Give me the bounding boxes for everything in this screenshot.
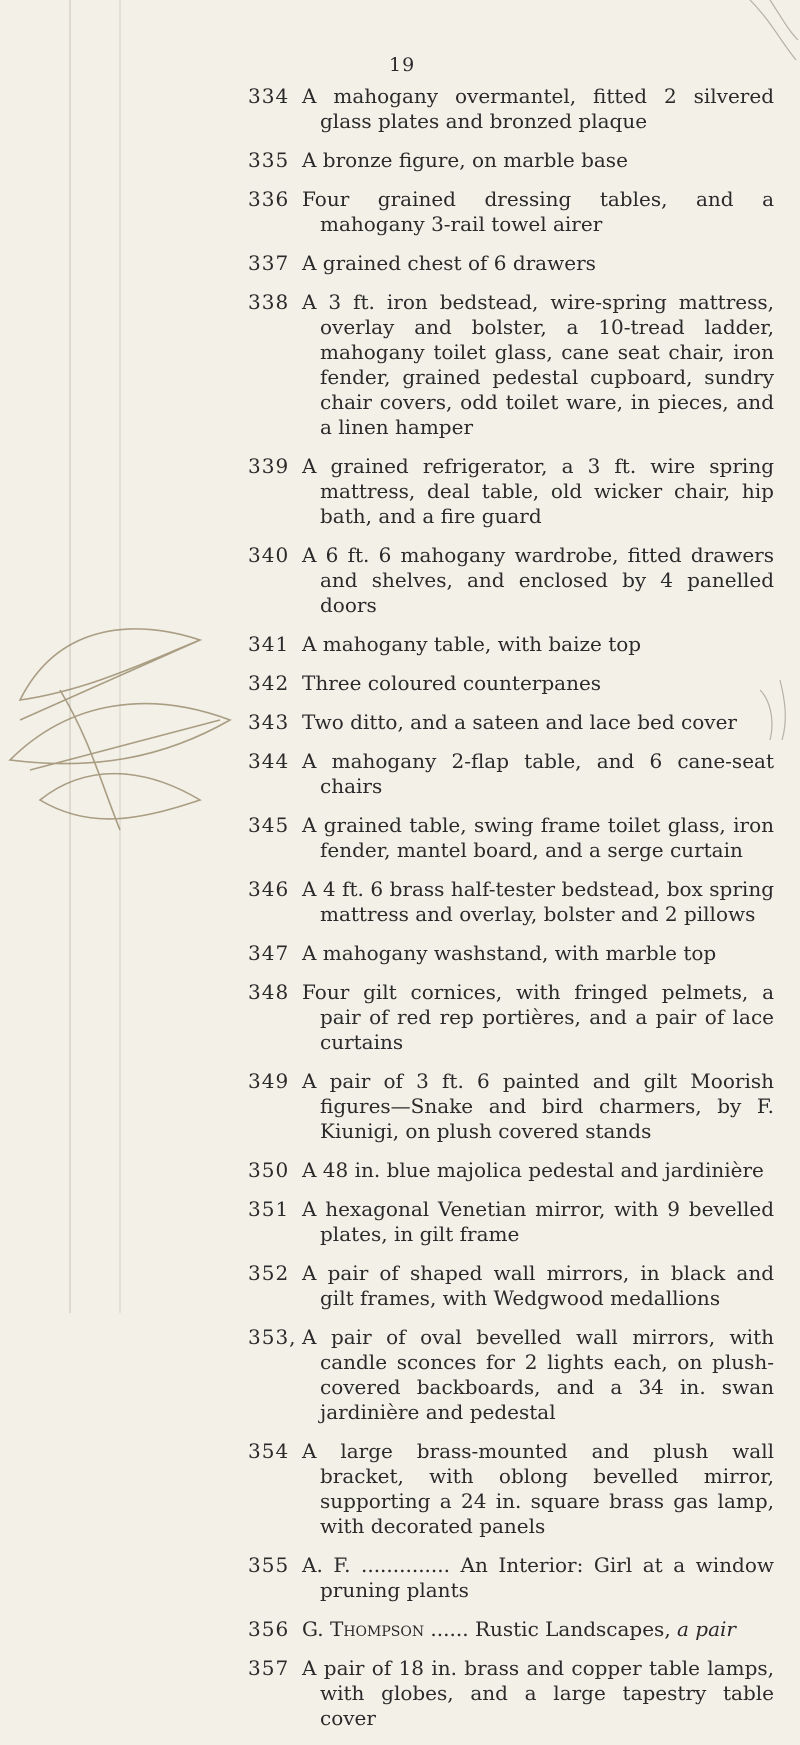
lot-description: Rustic Landscapes, xyxy=(474,1617,671,1641)
list-item xyxy=(248,1617,774,1642)
lot-description: A pair of 3 ft. 6 painted and gilt Moorish figures—Snake and bird charmers, by F. Kiunigi, on plush covered stands xyxy=(302,1069,774,1143)
lot-number: 346 xyxy=(248,877,290,901)
lot-number: 334 xyxy=(248,84,290,108)
list-item xyxy=(248,1325,774,1425)
list-item xyxy=(248,813,774,863)
leader-dots: ...... xyxy=(424,1617,475,1641)
lot-number: 356 xyxy=(248,1617,290,1641)
lot-description: A 48 in. blue majolica pedestal and jardinière xyxy=(302,1158,764,1182)
lot-number: 352 xyxy=(248,1261,290,1285)
list-item xyxy=(248,877,774,927)
lot-number: 348 xyxy=(248,980,290,1004)
lot-number: 347 xyxy=(248,941,290,965)
lot-list xyxy=(248,84,775,1745)
lot-artist: G. Thompson xyxy=(302,1617,425,1641)
lot-number: 335 xyxy=(248,148,290,172)
list-item xyxy=(248,749,774,799)
lot-description: A grained chest of 6 drawers xyxy=(302,251,596,275)
page-number: 19 xyxy=(389,54,416,76)
lot-description: A 4 ft. 6 brass half-tester bedstead, box spring mattress and overlay, bolster and 2 pillows xyxy=(302,877,774,926)
lot-number: 350 xyxy=(248,1158,290,1182)
lot-description: A grained table, swing frame toilet glass, iron fender, mantel board, and a serge curtain xyxy=(302,813,774,862)
left-margin-decor xyxy=(0,0,260,1313)
list-item xyxy=(248,290,774,440)
lot-number: 354 xyxy=(248,1439,290,1463)
list-item xyxy=(248,454,774,529)
lot-description: Two ditto, and a sateen and lace bed cover xyxy=(302,710,737,734)
lot-description: A mahogany 2-flap table, and 6 cane-seat chairs xyxy=(302,749,774,798)
lot-description: A bronze figure, on marble base xyxy=(302,148,628,172)
lot-description: An Interior: Girl at a window pruning plants xyxy=(320,1553,775,1602)
lot-description: A mahogany overmantel, fitted 2 silvered glass plates and bronzed plaque xyxy=(302,84,774,133)
list-item xyxy=(248,543,774,618)
list-item xyxy=(248,187,774,237)
lot-description: A hexagonal Venetian mirror, with 9 bevelled plates, in gilt frame xyxy=(302,1197,774,1246)
lot-description: A 6 ft. 6 mahogany wardrobe, fitted drawers and shelves, and enclosed by 4 panelled doors xyxy=(302,543,774,617)
lot-description: A mahogany table, with baize top xyxy=(302,632,642,656)
lot-number: 349 xyxy=(248,1069,290,1093)
lot-number: 339 xyxy=(248,454,290,478)
lot-description: A mahogany washstand, with marble top xyxy=(302,941,717,965)
lot-number: 353, xyxy=(248,1325,297,1349)
lot-number: 342 xyxy=(248,671,290,695)
lot-description: A pair of shaped wall mirrors, in black and gilt frames, with Wedgwood medallions xyxy=(302,1261,774,1310)
list-item xyxy=(248,941,774,966)
lot-description: A 3 ft. iron bedstead, wire-spring mattress, overlay and bolster, a 10-tread ladder, mahogany toilet glass, cane seat chair, iron fender, grained pedestal cupboard, sundry chair covers, odd toilet ware, in pieces, and a linen hamper xyxy=(302,290,774,439)
leader-dots: .............. xyxy=(350,1553,461,1577)
lot-description: Three coloured counterpanes xyxy=(302,671,602,695)
list-item xyxy=(248,632,774,657)
lot-description: A pair of 18 in. brass and copper table lamps, with globes, and a large tapestry table cover xyxy=(302,1656,774,1730)
lot-number: 351 xyxy=(248,1197,290,1221)
lot-description: A large brass-mounted and plush wall bracket, with oblong bevelled mirror, supporting a 24 in. square brass gas lamp, with decorated panels xyxy=(302,1439,774,1538)
lot-number: 340 xyxy=(248,543,290,567)
lot-number: 344 xyxy=(248,749,290,773)
lot-number: 357 xyxy=(248,1656,290,1680)
list-item xyxy=(248,1553,775,1603)
lot-description-line xyxy=(302,1553,774,1603)
lot-description-line xyxy=(302,1617,774,1642)
lot-description: A pair of oval bevelled wall mirrors, with candle sconces for 2 lights each, on plush-covered backboards, and a 34 in. swan jardinière and pedestal xyxy=(302,1325,774,1424)
lot-artist: A. F. xyxy=(302,1553,351,1577)
list-item xyxy=(248,1656,774,1731)
list-item xyxy=(248,710,774,735)
lot-description: A grained refrigerator, a 3 ft. wire spring mattress, deal table, old wicker chair, hip bath, and a fire guard xyxy=(302,454,774,528)
lot-description: Four grained dressing tables, and a mahogany 3-rail towel airer xyxy=(302,187,774,236)
lot-number: 337 xyxy=(248,251,290,275)
list-item xyxy=(248,251,774,276)
lot-description: Four gilt cornices, with fringed pelmets, a pair of red rep portières, and a pair of lace curtains xyxy=(302,980,774,1054)
lot-number: 345 xyxy=(248,813,290,837)
list-item xyxy=(248,1439,774,1539)
list-item xyxy=(248,1158,774,1183)
list-item xyxy=(248,1197,774,1247)
lot-number: 341 xyxy=(248,632,290,656)
list-item xyxy=(248,1261,774,1311)
lot-quantity-note: a pair xyxy=(670,1617,736,1641)
list-item xyxy=(248,1069,774,1144)
list-item xyxy=(248,671,774,696)
lot-number: 343 xyxy=(248,710,290,734)
list-item xyxy=(248,148,774,173)
lot-number: 336 xyxy=(248,187,290,211)
list-item xyxy=(248,84,774,134)
lot-number: 338 xyxy=(248,290,290,314)
list-item xyxy=(248,980,774,1055)
lot-number: 355 xyxy=(248,1553,290,1577)
